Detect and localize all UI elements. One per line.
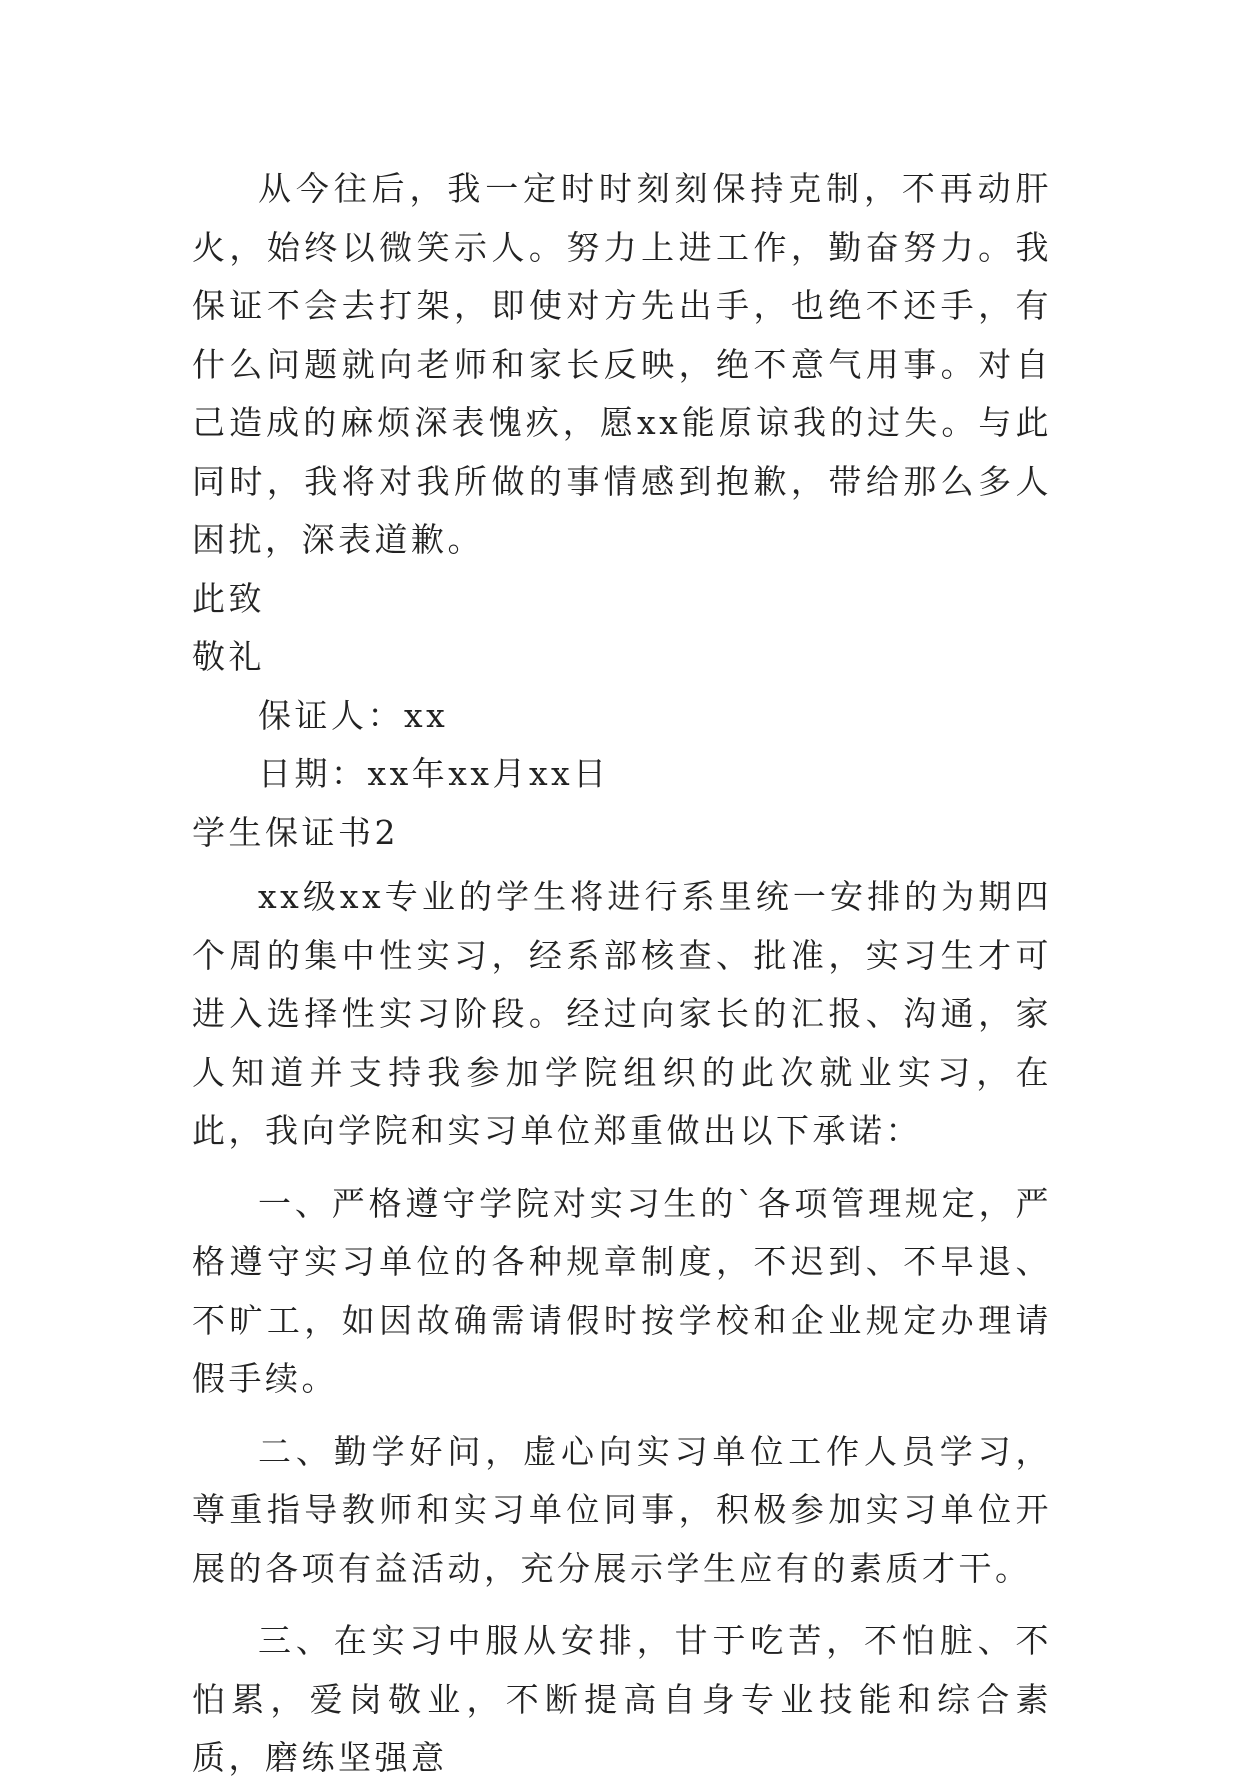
- section-title: 学生保证书2: [192, 812, 399, 852]
- paragraph-pledge-conduct: 从今往后，我一定时时刻刻保持克制，不再动肝火，始终以微笑示人。努力上进工作，勤奋努力。我保证不会去打架，即使对方先出手，也绝不还手，有什么问题就向老师和家长反映，绝不意气用事。对自己造成的麻烦深表愧疚，愿xx能原谅我的过失。与此同时，我将对我所做的事情感到抱歉，带给那么多人困扰，深表道歉。: [192, 169, 1052, 559]
- spacer: [192, 1161, 1052, 1175]
- spacer: [192, 1409, 1052, 1423]
- paragraph-commitment-1: 一、严格遵守学院对实习生的`各项管理规定，严格遵守实习单位的各种规章制度，不迟到、不早退、不旷工，如因故确需请假时按学校和企业规定办理请假手续。: [192, 1183, 1052, 1398]
- paragraph-commitment-2: 二、勤学好问，虚心向实习单位工作人员学习，尊重指导教师和实习单位同事，积极参加实习单位开展的各项有益活动，充分展示学生应有的素质才干。: [192, 1431, 1052, 1588]
- paragraph-commitment-3: 三、在实习中服从安排，甘于吃苦，不怕脏、不怕累，爱岗敬业，不断提高自身专业技能和综合素质，磨练坚强意: [192, 1621, 1052, 1777]
- date-line: 日期：xx年xx月xx日: [258, 754, 610, 793]
- spacer: [192, 1598, 1052, 1612]
- guarantor-line: 保证人：xx: [258, 695, 449, 735]
- closing-salutation-2: 敬礼: [192, 637, 265, 676]
- paragraph-internship-intro: xx级xx专业的学生将进行系里统一安排的为期四个周的集中性实习，经系部核查、批准，实习生才可进入选择性实习阶段。经过向家长的汇报、沟通，家人知道并支持我参加学院组织的此次就业实习，在此，我向学院和实习单位郑重做出以下承诺：: [192, 877, 1052, 1150]
- closing-salutation-1: 此致: [192, 578, 265, 618]
- document-body: [192, 160, 1052, 1788]
